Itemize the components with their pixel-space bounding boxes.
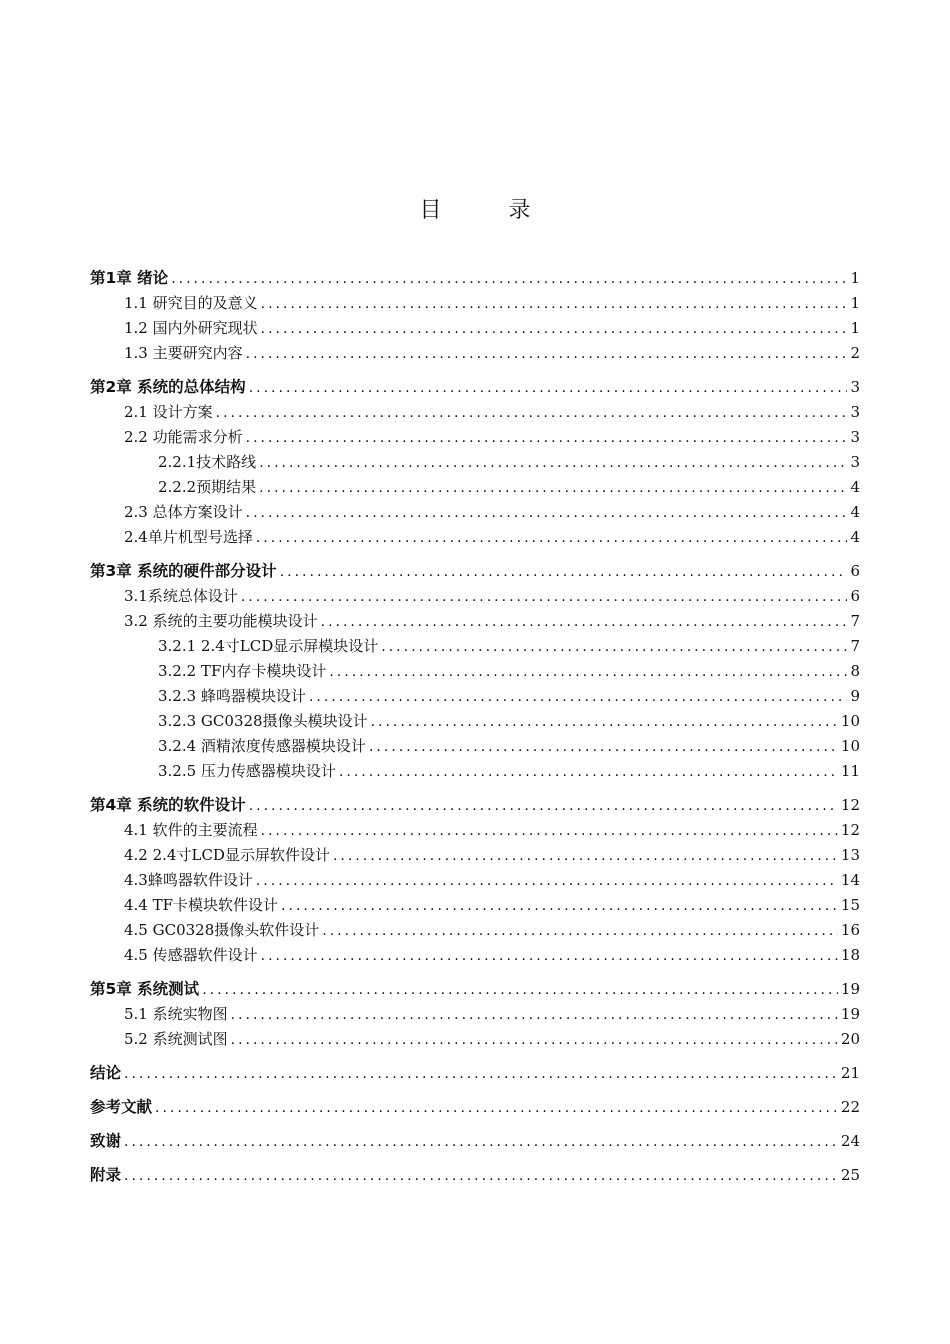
toc-page-number: 16 bbox=[840, 921, 860, 939]
toc-page-number: 3 bbox=[850, 403, 860, 421]
toc-label: 3.1系统总体设计 bbox=[124, 587, 238, 605]
toc-entry[interactable] bbox=[90, 818, 860, 843]
dot-leader bbox=[261, 317, 847, 342]
toc-entry[interactable] bbox=[90, 1061, 860, 1086]
toc-entry[interactable] bbox=[90, 684, 860, 709]
toc-label: 2.2 功能需求分析 bbox=[124, 428, 243, 446]
toc-entry[interactable] bbox=[90, 450, 860, 475]
toc-entry[interactable] bbox=[90, 1002, 860, 1027]
toc-entry[interactable] bbox=[90, 425, 860, 450]
toc-page-number: 3 bbox=[850, 453, 860, 471]
toc-entry[interactable] bbox=[90, 316, 860, 341]
toc-page-number: 6 bbox=[850, 587, 860, 605]
toc-entry[interactable] bbox=[90, 977, 860, 1002]
toc-label: 4.5 GC0328摄像头软件设计 bbox=[124, 921, 320, 939]
toc-page-number: 22 bbox=[840, 1098, 860, 1116]
toc-page-number: 9 bbox=[850, 687, 860, 705]
toc-label: 5.1 系统实物图 bbox=[124, 1005, 228, 1023]
toc-page-number: 7 bbox=[850, 637, 860, 655]
toc-page-number: 19 bbox=[840, 980, 860, 998]
toc-label: 3.2.3 蜂鸣器模块设计 bbox=[158, 687, 306, 705]
toc-entry[interactable] bbox=[90, 559, 860, 584]
toc-label: 1.3 主要研究内容 bbox=[124, 344, 243, 362]
dot-leader bbox=[124, 1164, 838, 1189]
page-title: 目 录 bbox=[419, 198, 561, 223]
toc-page-number: 4 bbox=[850, 478, 860, 496]
toc-entry[interactable] bbox=[90, 500, 860, 525]
toc-entry[interactable] bbox=[90, 793, 860, 818]
dot-leader bbox=[246, 426, 847, 451]
toc-entry[interactable] bbox=[90, 1129, 860, 1154]
dot-leader bbox=[171, 267, 847, 292]
toc-page-number: 15 bbox=[840, 896, 860, 914]
toc-label: 3.2.4 酒精浓度传感器模块设计 bbox=[158, 737, 366, 755]
toc-entry[interactable] bbox=[90, 943, 860, 968]
toc-label: 2.4单片机型号选择 bbox=[124, 528, 253, 546]
toc-page-number: 21 bbox=[840, 1064, 860, 1082]
toc-label: 2.2.2预期结果 bbox=[158, 478, 257, 496]
toc-label: 1.2 国内外研究现状 bbox=[124, 319, 258, 337]
dot-leader bbox=[261, 944, 838, 969]
dot-leader bbox=[369, 735, 838, 760]
toc-label: 1.1 研究目的及意义 bbox=[124, 294, 258, 312]
toc-entry[interactable] bbox=[90, 843, 860, 868]
toc-entry[interactable] bbox=[90, 709, 860, 734]
toc-page-number: 10 bbox=[840, 712, 860, 730]
toc-label: 第2章 系统的总体结构 bbox=[90, 378, 246, 396]
dot-leader bbox=[261, 819, 838, 844]
toc-page-number: 19 bbox=[840, 1005, 860, 1023]
dot-leader bbox=[309, 685, 847, 710]
toc-page-number: 4 bbox=[850, 528, 860, 546]
toc-label: 附录 bbox=[90, 1166, 122, 1184]
toc-entry[interactable] bbox=[90, 868, 860, 893]
dot-leader bbox=[155, 1096, 838, 1121]
dot-leader bbox=[381, 635, 847, 660]
dot-leader bbox=[249, 376, 847, 401]
toc-page-number: 12 bbox=[840, 821, 860, 839]
toc-page-number: 1 bbox=[850, 269, 860, 287]
dot-leader bbox=[256, 869, 838, 894]
toc-entry[interactable] bbox=[90, 266, 860, 291]
toc-entry[interactable] bbox=[90, 634, 860, 659]
toc-entry[interactable] bbox=[90, 609, 860, 634]
toc-label: 4.2 2.4寸LCD显示屏软件设计 bbox=[124, 846, 330, 864]
toc-entry[interactable] bbox=[90, 659, 860, 684]
toc-label: 4.3蜂鸣器软件设计 bbox=[124, 871, 253, 889]
dot-leader bbox=[329, 660, 847, 685]
dot-leader bbox=[259, 451, 847, 476]
toc-label: 致谢 bbox=[90, 1132, 122, 1150]
toc-label: 第5章 系统测试 bbox=[90, 980, 200, 998]
dot-leader bbox=[322, 919, 838, 944]
toc-page-number: 2 bbox=[850, 344, 860, 362]
toc-page-number: 20 bbox=[840, 1030, 860, 1048]
toc-page-number: 4 bbox=[850, 503, 860, 521]
dot-leader bbox=[241, 585, 847, 610]
toc-entry[interactable] bbox=[90, 291, 860, 316]
dot-leader bbox=[124, 1062, 838, 1087]
toc-label: 3.2.3 GC0328摄像头模块设计 bbox=[158, 712, 368, 730]
table-of-contents bbox=[90, 266, 860, 1188]
toc-entry[interactable] bbox=[90, 759, 860, 784]
toc-label: 2.2.1技术路线 bbox=[158, 453, 257, 471]
dot-leader bbox=[249, 794, 838, 819]
dot-leader bbox=[124, 1130, 838, 1155]
dot-leader bbox=[202, 978, 838, 1003]
toc-label: 第4章 系统的软件设计 bbox=[90, 796, 246, 814]
toc-label: 2.3 总体方案设计 bbox=[124, 503, 243, 521]
toc-label: 3.2 系统的主要功能模块设计 bbox=[124, 612, 318, 630]
toc-page-number: 18 bbox=[840, 946, 860, 964]
toc-label: 3.2.1 2.4寸LCD显示屏模块设计 bbox=[158, 637, 379, 655]
toc-page-number: 3 bbox=[850, 378, 860, 396]
toc-label: 2.1 设计方案 bbox=[124, 403, 213, 421]
dot-leader bbox=[231, 1028, 838, 1053]
dot-leader bbox=[261, 292, 847, 317]
toc-label: 参考文献 bbox=[90, 1098, 153, 1116]
dot-leader bbox=[259, 476, 847, 501]
dot-leader bbox=[321, 610, 847, 635]
dot-leader bbox=[231, 1003, 838, 1028]
toc-page-number: 24 bbox=[840, 1132, 860, 1150]
toc-entry[interactable] bbox=[90, 734, 860, 759]
toc-label: 第1章 绪论 bbox=[90, 269, 169, 287]
toc-entry[interactable] bbox=[90, 525, 860, 550]
toc-page-number: 1 bbox=[850, 294, 860, 312]
toc-page-number: 3 bbox=[850, 428, 860, 446]
toc-label: 3.2.5 压力传感器模块设计 bbox=[158, 762, 336, 780]
toc-label: 4.1 软件的主要流程 bbox=[124, 821, 258, 839]
toc-label: 5.2 系统测试图 bbox=[124, 1030, 228, 1048]
toc-entry[interactable] bbox=[90, 584, 860, 609]
toc-entry[interactable] bbox=[90, 1163, 860, 1188]
toc-label: 4.4 TF卡模块软件设计 bbox=[124, 896, 279, 914]
toc-page-number: 1 bbox=[850, 319, 860, 337]
dot-leader bbox=[246, 501, 847, 526]
toc-page-number: 10 bbox=[840, 737, 860, 755]
toc-entry[interactable] bbox=[90, 375, 860, 400]
toc-entry[interactable] bbox=[90, 400, 860, 425]
toc-page-number: 7 bbox=[850, 612, 860, 630]
toc-page-number: 11 bbox=[840, 762, 860, 780]
toc-entry[interactable] bbox=[90, 1095, 860, 1120]
toc-page-number: 25 bbox=[840, 1166, 860, 1184]
dot-leader bbox=[333, 844, 838, 869]
toc-label: 4.5 传感器软件设计 bbox=[124, 946, 258, 964]
toc-page-number: 14 bbox=[840, 871, 860, 889]
toc-label: 结论 bbox=[90, 1064, 122, 1082]
toc-entry[interactable] bbox=[90, 918, 860, 943]
dot-leader bbox=[371, 710, 838, 735]
toc-entry[interactable] bbox=[90, 1027, 860, 1052]
dot-leader bbox=[339, 760, 838, 785]
toc-entry[interactable] bbox=[90, 475, 860, 500]
toc-label: 3.2.2 TF内存卡模块设计 bbox=[158, 662, 327, 680]
toc-entry[interactable] bbox=[90, 341, 860, 366]
dot-leader bbox=[256, 526, 847, 551]
toc-entry[interactable] bbox=[90, 893, 860, 918]
dot-leader bbox=[216, 401, 847, 426]
toc-page-number: 6 bbox=[850, 562, 860, 580]
toc-page-number: 12 bbox=[840, 796, 860, 814]
dot-leader bbox=[246, 342, 847, 367]
toc-page-number: 13 bbox=[840, 846, 860, 864]
dot-leader bbox=[280, 560, 847, 585]
dot-leader bbox=[281, 894, 838, 919]
toc-label: 第3章 系统的硬件部分设计 bbox=[90, 562, 277, 580]
toc-page-number: 8 bbox=[850, 662, 860, 680]
